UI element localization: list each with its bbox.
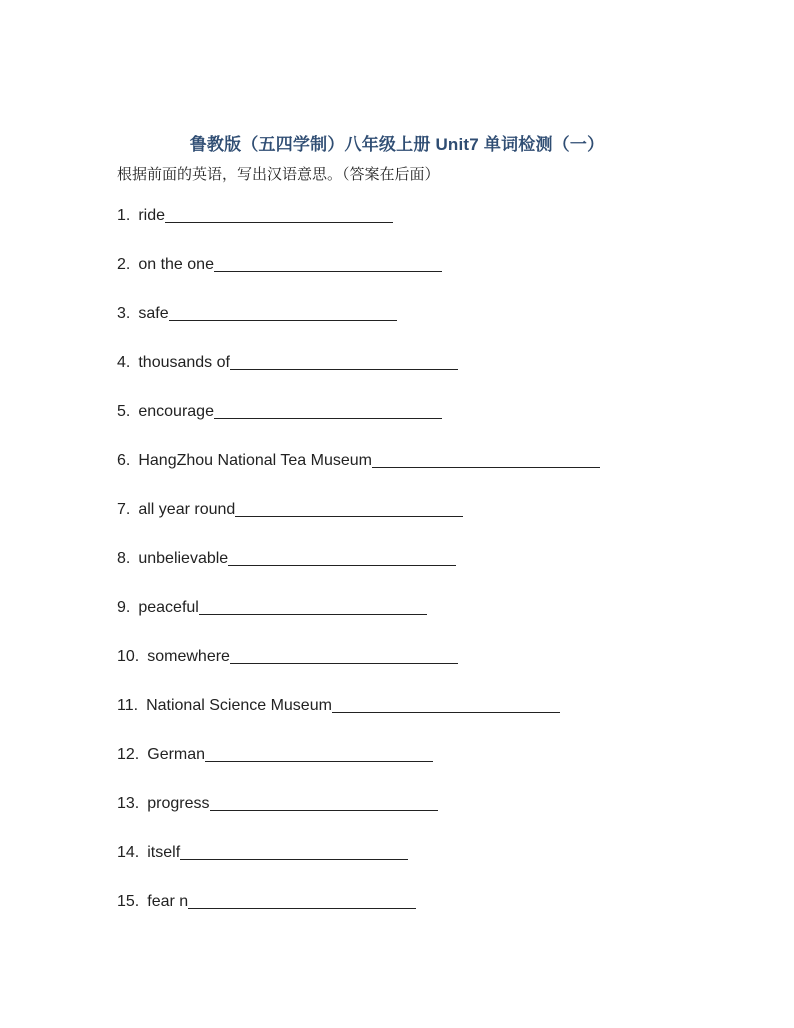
answer-blank[interactable]: [228, 547, 456, 566]
answer-blank[interactable]: [372, 449, 600, 468]
item-word: somewhere: [147, 648, 230, 665]
list-item: [117, 645, 600, 694]
item-word: National Science Museum: [146, 697, 332, 714]
item-number: 12.: [117, 746, 140, 763]
item-word: safe: [138, 305, 169, 322]
item-number: 4.: [117, 354, 131, 371]
list-item: [117, 400, 600, 449]
item-number: 14.: [117, 844, 140, 861]
item-word: ride: [138, 207, 166, 224]
answer-blank[interactable]: [332, 694, 560, 713]
vocabulary-list: [117, 204, 600, 939]
item-word: German: [147, 746, 206, 763]
list-item: [117, 841, 600, 890]
answer-blank[interactable]: [214, 253, 442, 272]
item-number: 13.: [117, 795, 140, 812]
item-number: 15.: [117, 893, 140, 910]
item-number: 1.: [117, 207, 131, 224]
answer-blank[interactable]: [214, 400, 442, 419]
item-word: encourage: [138, 403, 214, 420]
answer-blank[interactable]: [230, 645, 458, 664]
answer-blank[interactable]: [199, 596, 427, 615]
list-item: [117, 792, 600, 841]
list-item: [117, 302, 600, 351]
list-item: [117, 449, 600, 498]
item-word: on the one: [138, 256, 214, 273]
item-number: 10.: [117, 648, 140, 665]
answer-blank[interactable]: [205, 743, 433, 762]
item-number: 5.: [117, 403, 131, 420]
item-number: 2.: [117, 256, 131, 273]
answer-blank[interactable]: [169, 302, 397, 321]
item-number: 6.: [117, 452, 131, 469]
item-number: 3.: [117, 305, 131, 322]
answer-blank[interactable]: [180, 841, 408, 860]
answer-blank[interactable]: [235, 498, 463, 517]
list-item: [117, 694, 600, 743]
list-item: [117, 351, 600, 400]
answer-blank[interactable]: [230, 351, 458, 370]
item-word: thousands of: [138, 354, 230, 371]
item-word: fear n: [147, 893, 189, 910]
list-item: [117, 890, 600, 939]
answer-blank[interactable]: [210, 792, 438, 811]
list-item: [117, 253, 600, 302]
item-word: unbelievable: [138, 550, 229, 567]
item-word: progress: [147, 795, 210, 812]
item-word: HangZhou National Tea Museum: [138, 452, 372, 469]
item-word: all year round: [138, 501, 236, 518]
answer-blank[interactable]: [188, 890, 416, 909]
list-item: [117, 204, 600, 253]
item-number: 9.: [117, 599, 131, 616]
list-item: [117, 547, 600, 596]
worksheet-title: 鲁教版（五四学制）八年级上册 Unit7 单词检测（一）: [189, 135, 605, 154]
item-number: 8.: [117, 550, 131, 567]
worksheet-instructions: 根据前面的英语，写出汉语意思。（答案在后面）: [117, 166, 440, 183]
list-item: [117, 596, 600, 645]
item-word: itself: [147, 844, 181, 861]
item-number: 7.: [117, 501, 131, 518]
list-item: [117, 743, 600, 792]
item-number: 11.: [117, 697, 139, 714]
item-word: peaceful: [138, 599, 199, 616]
list-item: [117, 498, 600, 547]
answer-blank[interactable]: [165, 204, 393, 223]
